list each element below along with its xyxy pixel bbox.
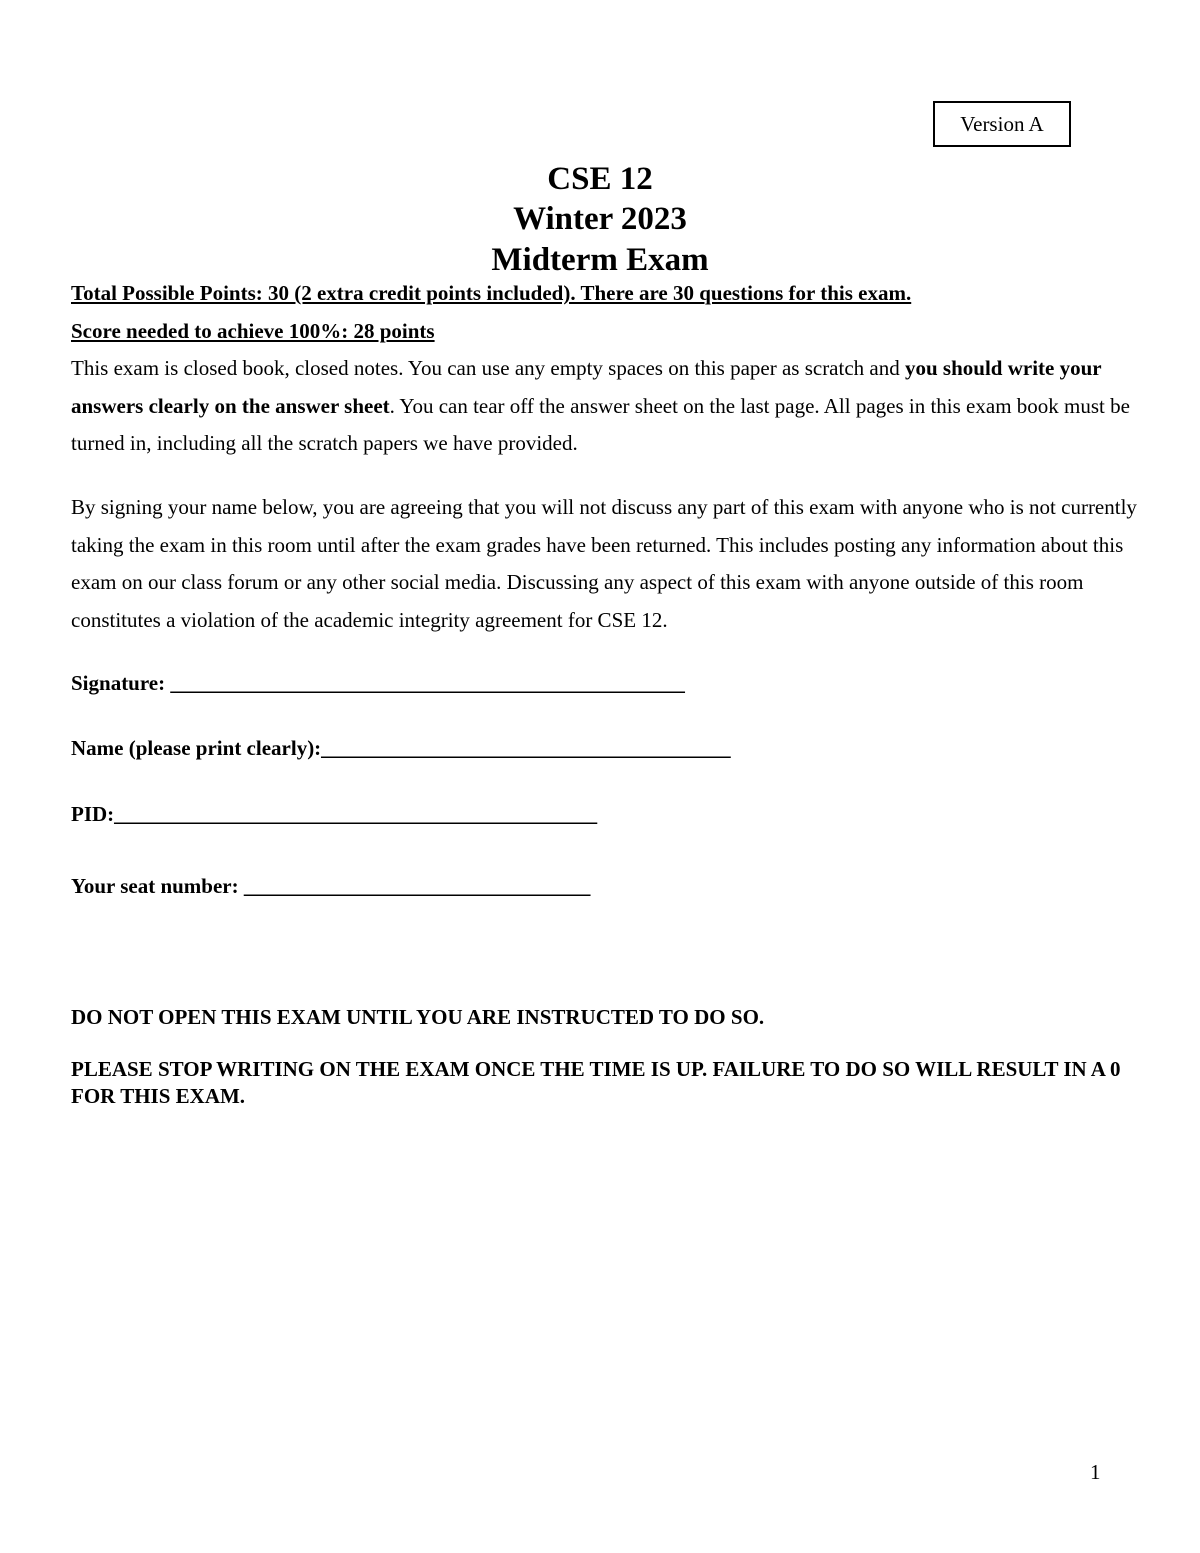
page-number: 1 [1090, 1460, 1101, 1484]
name-field: Name (please print clearly):_______________________________________ [71, 736, 731, 760]
score-needed: Score needed to achieve 100%: 28 points [71, 319, 435, 343]
version-label: Version A [933, 101, 1071, 147]
signature-field: Signature: _________________________________________________ [71, 671, 685, 695]
instructions-bold: you should write your answers clearly on the answer sheet [71, 356, 1102, 418]
stop-writing-warning: PLEASE STOP WRITING ON THE EXAM ONCE THE TIME IS UP. FAILURE TO DO SO WILL RESULT IN A 0 FOR THIS EXAM. [71, 1057, 1121, 1108]
total-points: Total Possible Points: 30 (2 extra credit points included). There are 30 questions for this exam. [71, 281, 912, 305]
instructions-text-2: . You can tear off the answer sheet on the last page. All pages in this exam book must be turned in, including all the scratch papers we have provided. [71, 393, 1130, 455]
course-title: CSE 12 [547, 161, 653, 197]
do-not-open-warning: DO NOT OPEN THIS EXAM UNTIL YOU ARE INSTRUCTED TO DO SO. [71, 1005, 765, 1029]
seat-number-field: Your seat number: _________________________________ [71, 874, 591, 898]
pid-field: PID:______________________________________________ [71, 802, 598, 826]
instructions-text-1: This exam is closed book, closed notes. You can use any empty spaces on this paper as scratch and [71, 356, 905, 380]
exam-title: Midterm Exam [491, 242, 709, 278]
term-title: Winter 2023 [513, 201, 687, 237]
agreement-paragraph: By signing your name below, you are agreeing that you will not discuss any part of this exam with anyone who is not currently taking the exam in this room until after the exam grades have been returned. This includes posting any information about this exam on our class forum or any other social media. Discussing any aspect of this exam with anyone outside of this room constitutes a violation of the academic integrity agreement for CSE 12. [71, 495, 1137, 632]
instructions-paragraph [71, 350, 1141, 463]
